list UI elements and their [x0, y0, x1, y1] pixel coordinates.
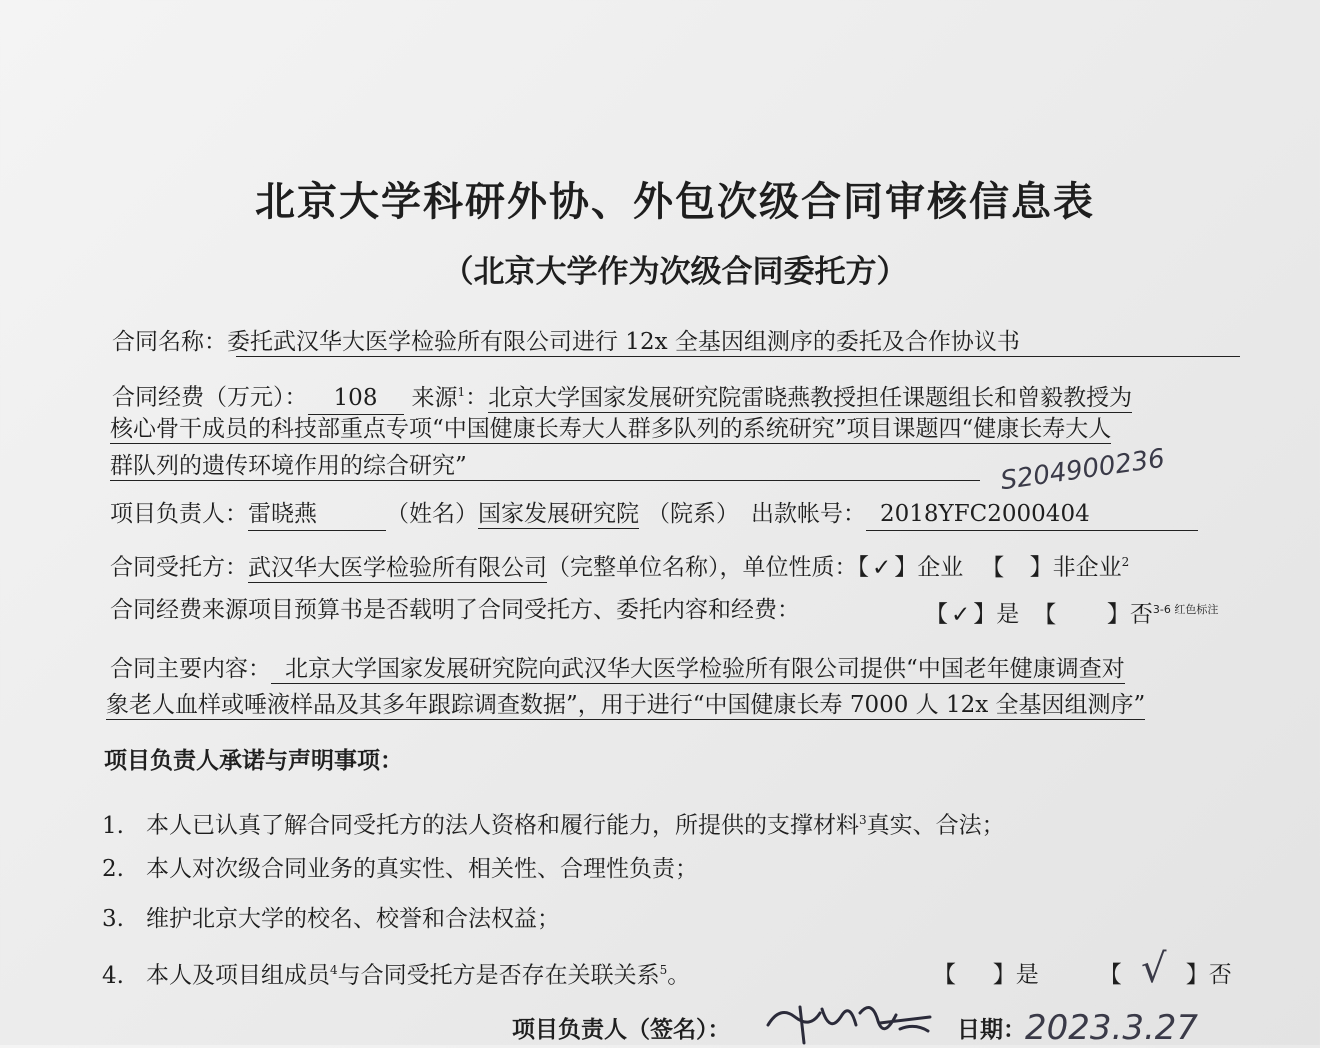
source-line-1: 北京大学国家发展研究院雷晓燕教授担任课题组长和曾毅教授为 — [488, 384, 1133, 411]
contract-fee-label: 合同经费（万元）： — [112, 384, 308, 411]
commitment-footnote: 3 — [859, 813, 867, 827]
date-label: 日期： — [957, 1016, 1026, 1043]
commitment-item-3 — [102, 904, 560, 934]
source-line-2-row — [110, 414, 1111, 444]
source-footnote: 1 — [457, 385, 466, 399]
main-content-label: 合同主要内容： — [110, 656, 271, 682]
commitment-tail: 真实、合法； — [866, 812, 1005, 839]
contractee-name: 武汉华大医学检验所有限公司 — [248, 554, 547, 581]
commitment-footnote: 4 — [330, 963, 338, 977]
commitment-number: 4. — [102, 962, 124, 989]
handwritten-signature — [760, 995, 940, 1045]
budget-yes-option: 是 — [996, 601, 1020, 628]
budget-question-text: 合同经费来源项目预算书是否载明了合同受托方、委托内容和经费： — [110, 597, 800, 623]
non-enterprise-option: 非企业 — [1052, 554, 1122, 581]
relation-answer: 【 】是 【 √ 】否 — [933, 946, 1232, 992]
enterprise-checkmark: ✓ — [872, 554, 892, 581]
contractee-label: 合同受托方： — [110, 554, 248, 581]
commitments-heading: 项目负责人承诺与声明事项： — [104, 747, 403, 774]
source-line-3-underline — [110, 480, 980, 481]
source-line-3-row — [110, 451, 467, 481]
signature-label: 项目负责人（签名）： — [512, 1016, 731, 1043]
commitment-text: 维护北京大学的校名、校誉和合法权益； — [146, 906, 560, 932]
name-hint: （姓名） — [386, 501, 478, 527]
non-enterprise-footnote: 2 — [1121, 555, 1130, 569]
commitment-item-2 — [102, 854, 698, 884]
source-label: 来源 — [411, 384, 458, 411]
account-label: 出款帐号： — [751, 501, 866, 527]
commitment-footnote-2: 5 — [659, 963, 668, 977]
commitment-item-1 — [102, 805, 1005, 841]
budget-answer: 【 ✓ 】是 【 】否$^{3-6 红色标注}$ — [925, 601, 1219, 628]
main-content-row — [110, 654, 1125, 684]
project-leader-department: 国家发展研究院 — [478, 501, 639, 527]
signature-date: 2023.3.27 — [1025, 1008, 1199, 1048]
budget-question-row — [110, 595, 800, 625]
relation-yes-option: 是 — [1015, 962, 1039, 988]
contract-name-row — [112, 327, 1020, 357]
source-line-3: 群队列的遗传环境作用的综合研究” — [110, 453, 467, 479]
commitment-text: 本人对次级合同业务的真实性、相关性、合理性负责； — [146, 856, 698, 882]
project-leader-label: 项目负责人： — [110, 501, 248, 527]
document-title: 北京大学科研外协、外包次级合同审核信息表 — [255, 178, 1095, 225]
contractee-name-hint: （完整单位名称），单位性质： — [547, 554, 858, 581]
commitment-tail: 与合同受托方是否存在关联关系 — [337, 962, 660, 989]
commitment-item-4 — [102, 955, 690, 991]
account-number: 2018YFC2000404 — [866, 499, 1198, 531]
contract-name-label: 合同名称： — [112, 329, 227, 355]
main-content-line-2: 象老人血样或唾液样品及其多年跟踪调查数据”，用于进行“中国健康长寿 7000 人 12x 全基因组测序” — [106, 692, 1146, 718]
contract-name-underline — [236, 356, 1240, 357]
commitment-number: 1. — [102, 812, 124, 839]
commitment-tail-2: 。 — [667, 962, 691, 989]
commitment-number: 3. — [102, 906, 124, 932]
enterprise-option: 企业 — [917, 554, 964, 581]
commitment-number: 2. — [102, 856, 124, 882]
main-content-line-1: 北京大学国家发展研究院向武汉华大医学检验所有限公司提供“中国老年健康调查对 — [271, 656, 1125, 684]
commitment-text: 本人及项目组成员 — [146, 962, 330, 989]
project-leader-name: 雷晓燕 — [248, 499, 386, 531]
commitment-text: 本人已认真了解合同受托方的法人资格和履行能力，所提供的支撑材料 — [146, 812, 859, 839]
main-content-line-2-row — [106, 690, 1145, 720]
department-hint: （院系） — [647, 501, 739, 527]
contract-fee-amount: 108 — [308, 383, 404, 415]
contractee-row: 合同受托方：武汉华大医学检验所有限公司（完整单位名称），单位性质：【 ✓ 】企业 【 】非企业$^2$ — [110, 554, 1130, 581]
relation-no-option: 否 — [1208, 962, 1232, 988]
handwritten-project-code: S204900236 — [998, 443, 1167, 497]
contract-fee-row: 合同经费（万元）： 108 来源$^1$：北京大学国家发展研究院雷晓燕教授担任课题组长和曾毅教授为 — [112, 377, 1132, 415]
project-leader-row — [110, 499, 1198, 531]
relation-no-checkmark: √ — [1141, 946, 1167, 992]
budget-no-option: 否 — [1129, 601, 1153, 628]
document-subtitle: （北京大学作为次级合同委托方） — [442, 254, 908, 290]
contract-name-value: 委托武汉华大医学检验所有限公司进行 12x 全基因组测序的委托及合作协议书 — [227, 329, 1020, 355]
source-line-2: 核心骨干成员的科技部重点专项“中国健康长寿大人群多队列的系统研究”项目课题四“健康长寿大人 — [110, 416, 1112, 442]
budget-yes-checkmark: ✓ — [951, 601, 971, 628]
budget-note: 3-6 红色标注 — [1152, 603, 1219, 616]
